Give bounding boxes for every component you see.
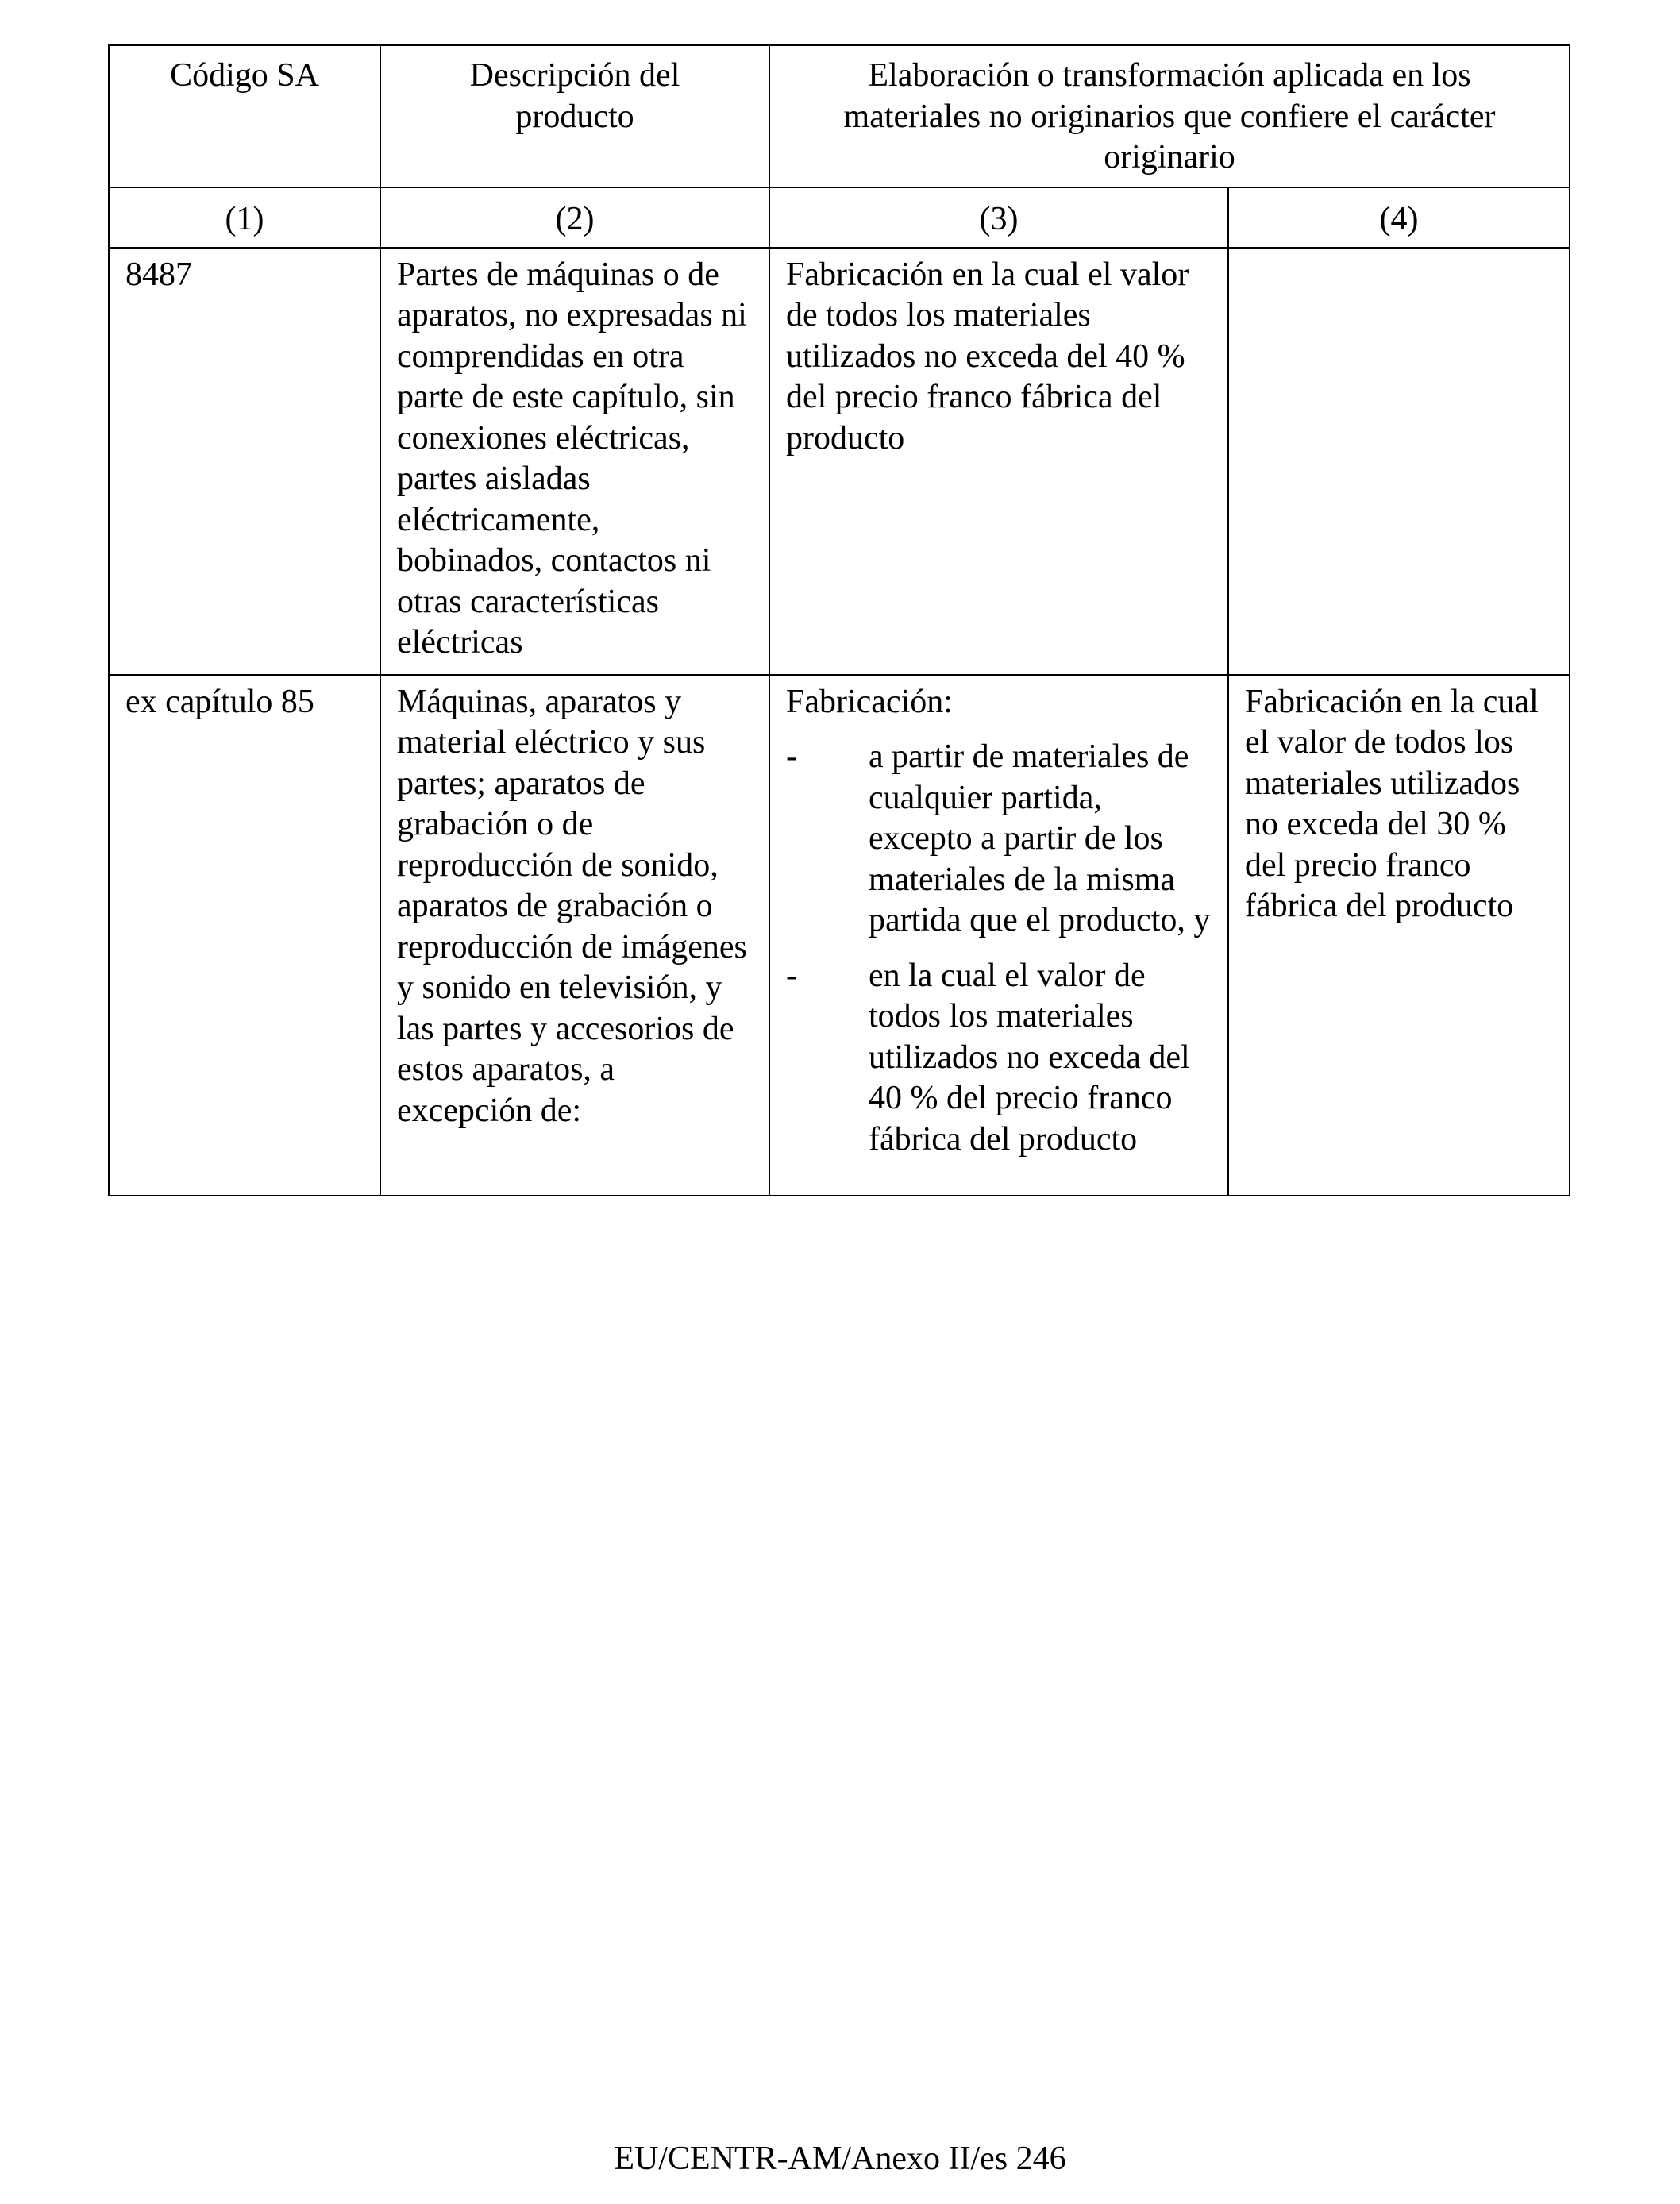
list-item-text: en la cual el valor de todos los materiales utilizados no exceda del 40 % del precio franco fábrica del producto bbox=[869, 957, 1190, 1158]
rule-intro: Fabricación: bbox=[786, 683, 953, 720]
row-ch85-rule-column-4: Fabricación en la cual el valor de todos los materiales utilizados no exceda del 30 % del precio franco fábrica del producto bbox=[1228, 675, 1570, 1196]
list-dash: - bbox=[786, 957, 797, 994]
header-working-processing bbox=[769, 45, 1570, 187]
column-number-1: (1) bbox=[109, 187, 380, 248]
header-working-processing-label: Elaboración o transformación aplicada en los materiales no originarios que confiere el carácter originario bbox=[843, 57, 1496, 175]
row-8487-rule-column-3: Fabricación en la cual el valor de todos los materiales utilizados no exceda del 40 % del precio franco fábrica del producto bbox=[769, 248, 1228, 675]
column-number-2: (2) bbox=[380, 187, 769, 248]
table-row bbox=[109, 248, 1570, 675]
rule-list-item bbox=[786, 737, 1212, 942]
table-header-row bbox=[109, 45, 1570, 187]
origin-rules-table bbox=[108, 44, 1570, 1196]
rule-list-item bbox=[786, 956, 1212, 1161]
header-hs-code-label: Código SA bbox=[170, 57, 319, 94]
header-product-description-label: Descripción del producto bbox=[469, 57, 680, 135]
row-8487-rule-column-4 bbox=[1228, 248, 1570, 675]
list-dash: - bbox=[786, 738, 797, 775]
row-8487-code: 8487 bbox=[109, 248, 380, 675]
row-ch85-description: Máquinas, aparatos y material eléctrico y sus partes; aparatos de grabación o de reproducción de sonido, aparatos de grabación o reproducción de imágenes y sonido en televisión, y las partes y accesorios de estos aparatos, a excepción de: bbox=[380, 675, 769, 1196]
page-footer-reference: EU/CENTR-AM/Anexo II/es 246 bbox=[614, 2140, 1066, 2177]
header-product-description bbox=[380, 45, 769, 187]
column-number-4: (4) bbox=[1228, 187, 1570, 248]
list-item-text: a partir de materiales de cualquier partida, excepto a partir de los materiales de la misma partida que el producto, y bbox=[869, 738, 1211, 938]
row-ch85-code: ex capítulo 85 bbox=[109, 675, 380, 1196]
table-row bbox=[109, 675, 1570, 1196]
column-number-row bbox=[109, 187, 1570, 248]
row-ch85-rule-column-3 bbox=[769, 675, 1228, 1196]
row-8487-description: Partes de máquinas o de aparatos, no expresadas ni comprendidas en otra parte de este capítulo, sin conexiones eléctricas, partes aisladas eléctricamente, bobinados, contactos ni otras características eléctricas bbox=[380, 248, 769, 675]
column-number-3: (3) bbox=[769, 187, 1228, 248]
header-hs-code bbox=[109, 45, 380, 187]
